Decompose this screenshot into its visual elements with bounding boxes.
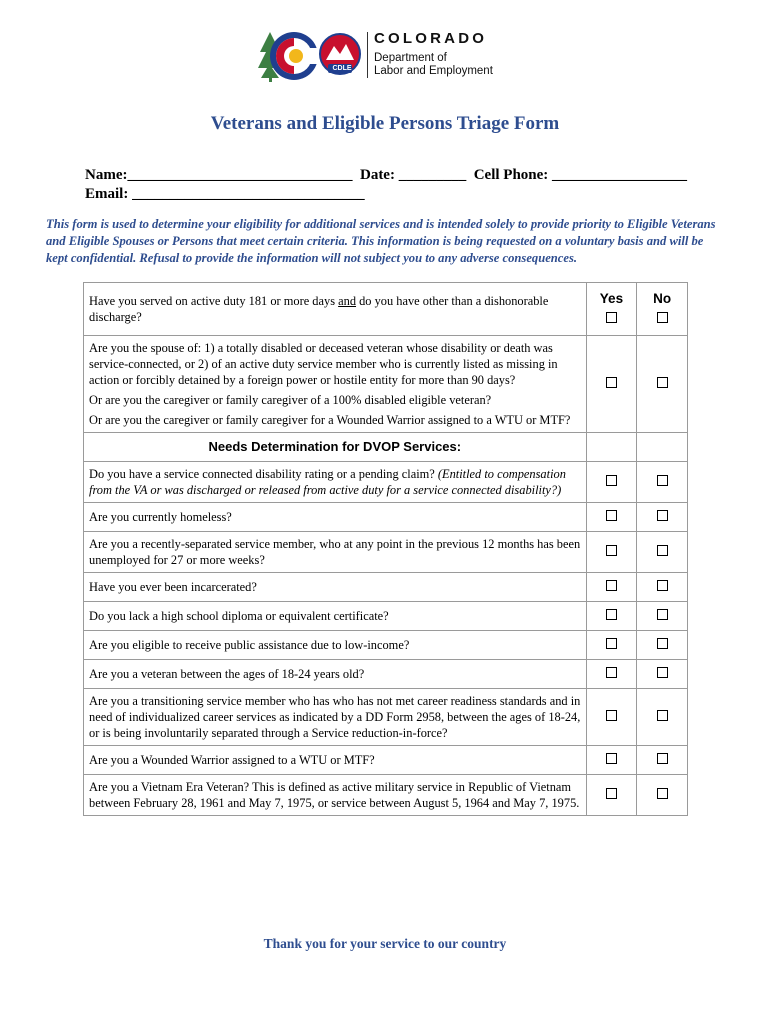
question-2-part-3: Or are you the caregiver or family caregiver for a Wounded Warrior assigned to a WTU or MTF? bbox=[89, 413, 571, 427]
section-title: Needs Determination for DVOP Services: bbox=[84, 433, 587, 462]
no-checkbox[interactable] bbox=[657, 788, 668, 799]
name-date-phone-line[interactable]: Name:______________________________ Date: _________ Cell Phone: __________________ bbox=[85, 167, 688, 183]
yes-checkbox[interactable] bbox=[606, 545, 617, 556]
question-cell: Do you lack a high school diploma or equivalent certificate? bbox=[84, 602, 587, 631]
triage-table bbox=[83, 282, 688, 816]
table-row bbox=[84, 573, 688, 602]
dept-line-2: Labor and Employment bbox=[374, 65, 493, 77]
no-checkbox[interactable] bbox=[657, 475, 668, 486]
no-checkbox[interactable] bbox=[657, 312, 668, 323]
question-cell bbox=[84, 462, 587, 503]
question-3-text: Do you have a service connected disability rating or a pending claim? bbox=[89, 467, 438, 481]
question-cell: Are you a Wounded Warrior assigned to a WTU or MTF? bbox=[84, 746, 587, 775]
yes-checkbox[interactable] bbox=[606, 609, 617, 620]
yes-checkbox[interactable] bbox=[606, 312, 617, 323]
yes-checkbox[interactable] bbox=[606, 710, 617, 721]
no-cell bbox=[637, 283, 688, 336]
logo-divider bbox=[367, 32, 368, 78]
table-row bbox=[84, 631, 688, 660]
question-cell bbox=[84, 336, 587, 433]
thank-you-footer: Thank you for your service to our country bbox=[263, 936, 507, 951]
yes-checkbox[interactable] bbox=[606, 753, 617, 764]
question-cell: Are you a veteran between the ages of 18-24 years old? bbox=[84, 660, 587, 689]
question-3-note: (Entitled to compensation from the VA or was discharged or released from active duty for a service connected disability?) bbox=[89, 467, 566, 497]
question-2-part-1: Are you the spouse of: 1) a totally disabled or deceased veteran whose disability or death was service-connected, or 2) of an active duty service member who is currently listed as missing in action or forcibly detained by a foreign power or hostile entity for more than 90 days? bbox=[89, 341, 558, 387]
dept-line-1: Department of bbox=[374, 52, 447, 64]
yes-checkbox[interactable] bbox=[606, 580, 617, 591]
table-row bbox=[84, 746, 688, 775]
question-1-text-b: do you have other than a dishonorable discharge? bbox=[89, 294, 549, 324]
question-cell: Are you a transitioning service member who has who has not met career readiness standards and in need of individualized career services as indicated by a DD Form 2958, between the ages of 18-24, or is being involuntarily separated through a Service reduction-in-force? bbox=[84, 689, 587, 746]
no-checkbox[interactable] bbox=[657, 710, 668, 721]
table-row bbox=[84, 336, 688, 433]
question-1-text-a: Have you served on active duty 181 or more days bbox=[89, 294, 339, 308]
colorado-c-logo-icon bbox=[258, 28, 366, 84]
no-checkbox[interactable] bbox=[657, 753, 668, 764]
table-row bbox=[84, 532, 688, 573]
notice-paragraph: This form is used to determine your eligibility for additional services and is intended solely to provide priority to Eligible Veterans and Eligible Spouses or Persons that meet certain criteria. This information is being requested on a voluntary basis and will be kept confidential. Refusal to provide the information will not subject you to any adverse consequences. bbox=[46, 217, 716, 265]
question-cell: Are you eligible to receive public assistance due to low-income? bbox=[84, 631, 587, 660]
question-cell: Are you a recently-separated service member, who at any point in the previous 12 months has been unemployed for 27 or more weeks? bbox=[84, 532, 587, 573]
yes-checkbox[interactable] bbox=[606, 788, 617, 799]
no-checkbox[interactable] bbox=[657, 580, 668, 591]
question-1-and: and bbox=[338, 294, 357, 308]
table-row bbox=[84, 660, 688, 689]
no-checkbox[interactable] bbox=[657, 638, 668, 649]
table-row bbox=[84, 462, 688, 503]
email-line[interactable]: Email: _______________________________ bbox=[85, 186, 365, 202]
yes-checkbox[interactable] bbox=[606, 377, 617, 388]
table-row bbox=[84, 602, 688, 631]
section-row bbox=[84, 433, 688, 462]
no-header: No bbox=[653, 291, 672, 306]
yes-checkbox[interactable] bbox=[606, 510, 617, 521]
no-checkbox[interactable] bbox=[657, 377, 668, 388]
no-checkbox[interactable] bbox=[657, 667, 668, 678]
no-checkbox[interactable] bbox=[657, 609, 668, 620]
org-name: COLORADO bbox=[374, 30, 488, 47]
page-title: Veterans and Eligible Persons Triage Form bbox=[210, 113, 560, 134]
no-checkbox[interactable] bbox=[657, 545, 668, 556]
yes-checkbox[interactable] bbox=[606, 475, 617, 486]
question-cell: Are you currently homeless? bbox=[84, 503, 587, 532]
table-row bbox=[84, 775, 688, 816]
question-cell bbox=[84, 283, 587, 336]
yes-header: Yes bbox=[599, 291, 624, 306]
contact-fields bbox=[85, 166, 687, 204]
question-cell: Are you a Vietnam Era Veteran? This is defined as active military service in Republic of Vietnam between February 28, 1961 and May 7, 1975, or service between August 5, 1964 and May 7, 1975. bbox=[84, 775, 587, 816]
table-row bbox=[84, 503, 688, 532]
yes-checkbox[interactable] bbox=[606, 638, 617, 649]
no-checkbox[interactable] bbox=[657, 510, 668, 521]
yes-checkbox[interactable] bbox=[606, 667, 617, 678]
table-row bbox=[84, 689, 688, 746]
cdle-logo bbox=[258, 28, 518, 84]
yes-cell bbox=[586, 283, 637, 336]
question-cell: Have you ever been incarcerated? bbox=[84, 573, 587, 602]
question-2-part-2: Or are you the caregiver or family caregiver of a 100% disabled eligible veteran? bbox=[89, 393, 492, 407]
cdle-badge-text: CDLE bbox=[332, 65, 352, 72]
org-department bbox=[374, 52, 493, 78]
table-row bbox=[84, 283, 688, 336]
